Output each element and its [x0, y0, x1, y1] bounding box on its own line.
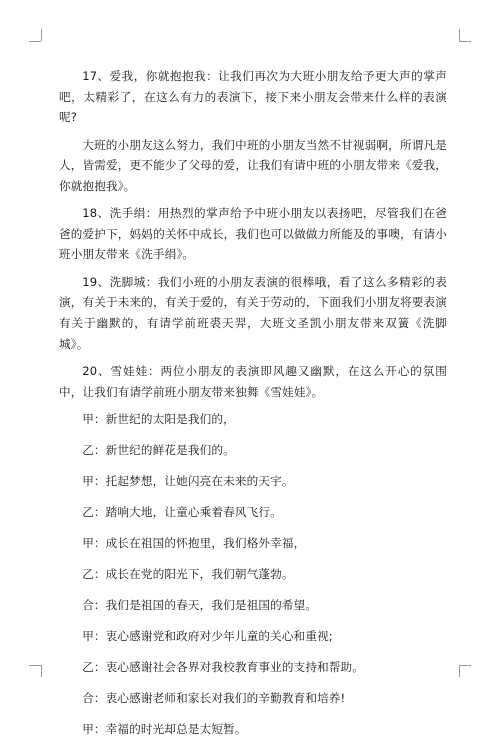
document-body — [59, 66, 447, 750]
dialogue-line: 甲：成长在祖国的怀抱里，我们格外幸福， — [82, 535, 306, 550]
crop-mark-top-right-vertical — [459, 29, 460, 41]
dialogue-line: 乙：衷心感谢社会各界对我校教育事业的支持和帮助。 — [82, 659, 365, 674]
dialogue-line: 甲：托起梦想，让她闪亮在未来的天宇。 — [82, 473, 294, 488]
paragraph-18: 18、洗手绢：用热烈的掌声给予中班小朋友以表扬吧，尽管我们在爸爸的爱护下，妈妈的关怀中成长，我们也可以做做力所能及的事噢，有请小班小朋友带来《洗手绢》。 — [59, 206, 447, 262]
crop-mark-bottom-right-vertical — [459, 665, 460, 677]
crop-mark-top-left-horizontal — [29, 41, 41, 42]
crop-mark-bottom-right-horizontal — [459, 665, 471, 666]
crop-mark-top-left-vertical — [41, 29, 42, 41]
crop-mark-bottom-left-vertical — [41, 665, 42, 677]
dialogue-line: 甲：新世纪的太阳是我们的， — [82, 411, 235, 426]
paragraph-19: 19、洗脚城：我们小班的小朋友表演的很棒哦，看了这么多精彩的表演，有关于未来的，有关于爱的，有关于劳动的，下面我们小朋友将要表演有关于幽默的，有请学前班裘天羿，大班文圣凯小朋友带来双簧《洗脚城》。 — [59, 274, 447, 351]
dialogue-line: 合：我们是祖国的春天，我们是祖国的希望。 — [82, 597, 318, 612]
crop-mark-top-right-horizontal — [459, 41, 471, 42]
paragraph-20: 20、雪娃娃：两位小朋友的表演即风趣又幽默，在这么开心的氛围中，让我们有请学前班小朋友带来独舞《雪娃娃》。 — [59, 363, 447, 399]
dialogue-line: 乙：成长在党的阳光下，我们朝气蓬勃。 — [82, 566, 294, 581]
dialogue-line: 乙：踏响大地，让童心乘着春风飞行。 — [82, 504, 282, 519]
paragraph-intro-love-me: 大班的小朋友这么努力，我们中班的小朋友当然不甘视弱啊，所谓凡是人，皆需爱，更不能少了父母的爱，让我们有请中班的小朋友带来《爱我，你就抱抱我》。 — [59, 137, 447, 193]
dialogue-line: 乙：新世纪的鲜花是我们的。 — [82, 442, 235, 457]
paragraph-17: 17、爱我，你就抱抱我：让我们再次为大班小朋友给予更大声的掌声吧，太精彩了，在这么有力的表演下，接下来小朋友会带来什么样的表演呢? — [59, 69, 447, 125]
dialogue-line: 合：衷心感谢老师和家长对我们的辛勤教育和培养! — [82, 690, 346, 705]
dialogue-line: 甲：衷心感谢党和政府对少年儿童的关心和重视; — [82, 628, 333, 643]
dialogue-line: 甲：幸福的时光却总是太短暂。 — [82, 721, 247, 736]
crop-mark-bottom-left-horizontal — [29, 665, 41, 666]
